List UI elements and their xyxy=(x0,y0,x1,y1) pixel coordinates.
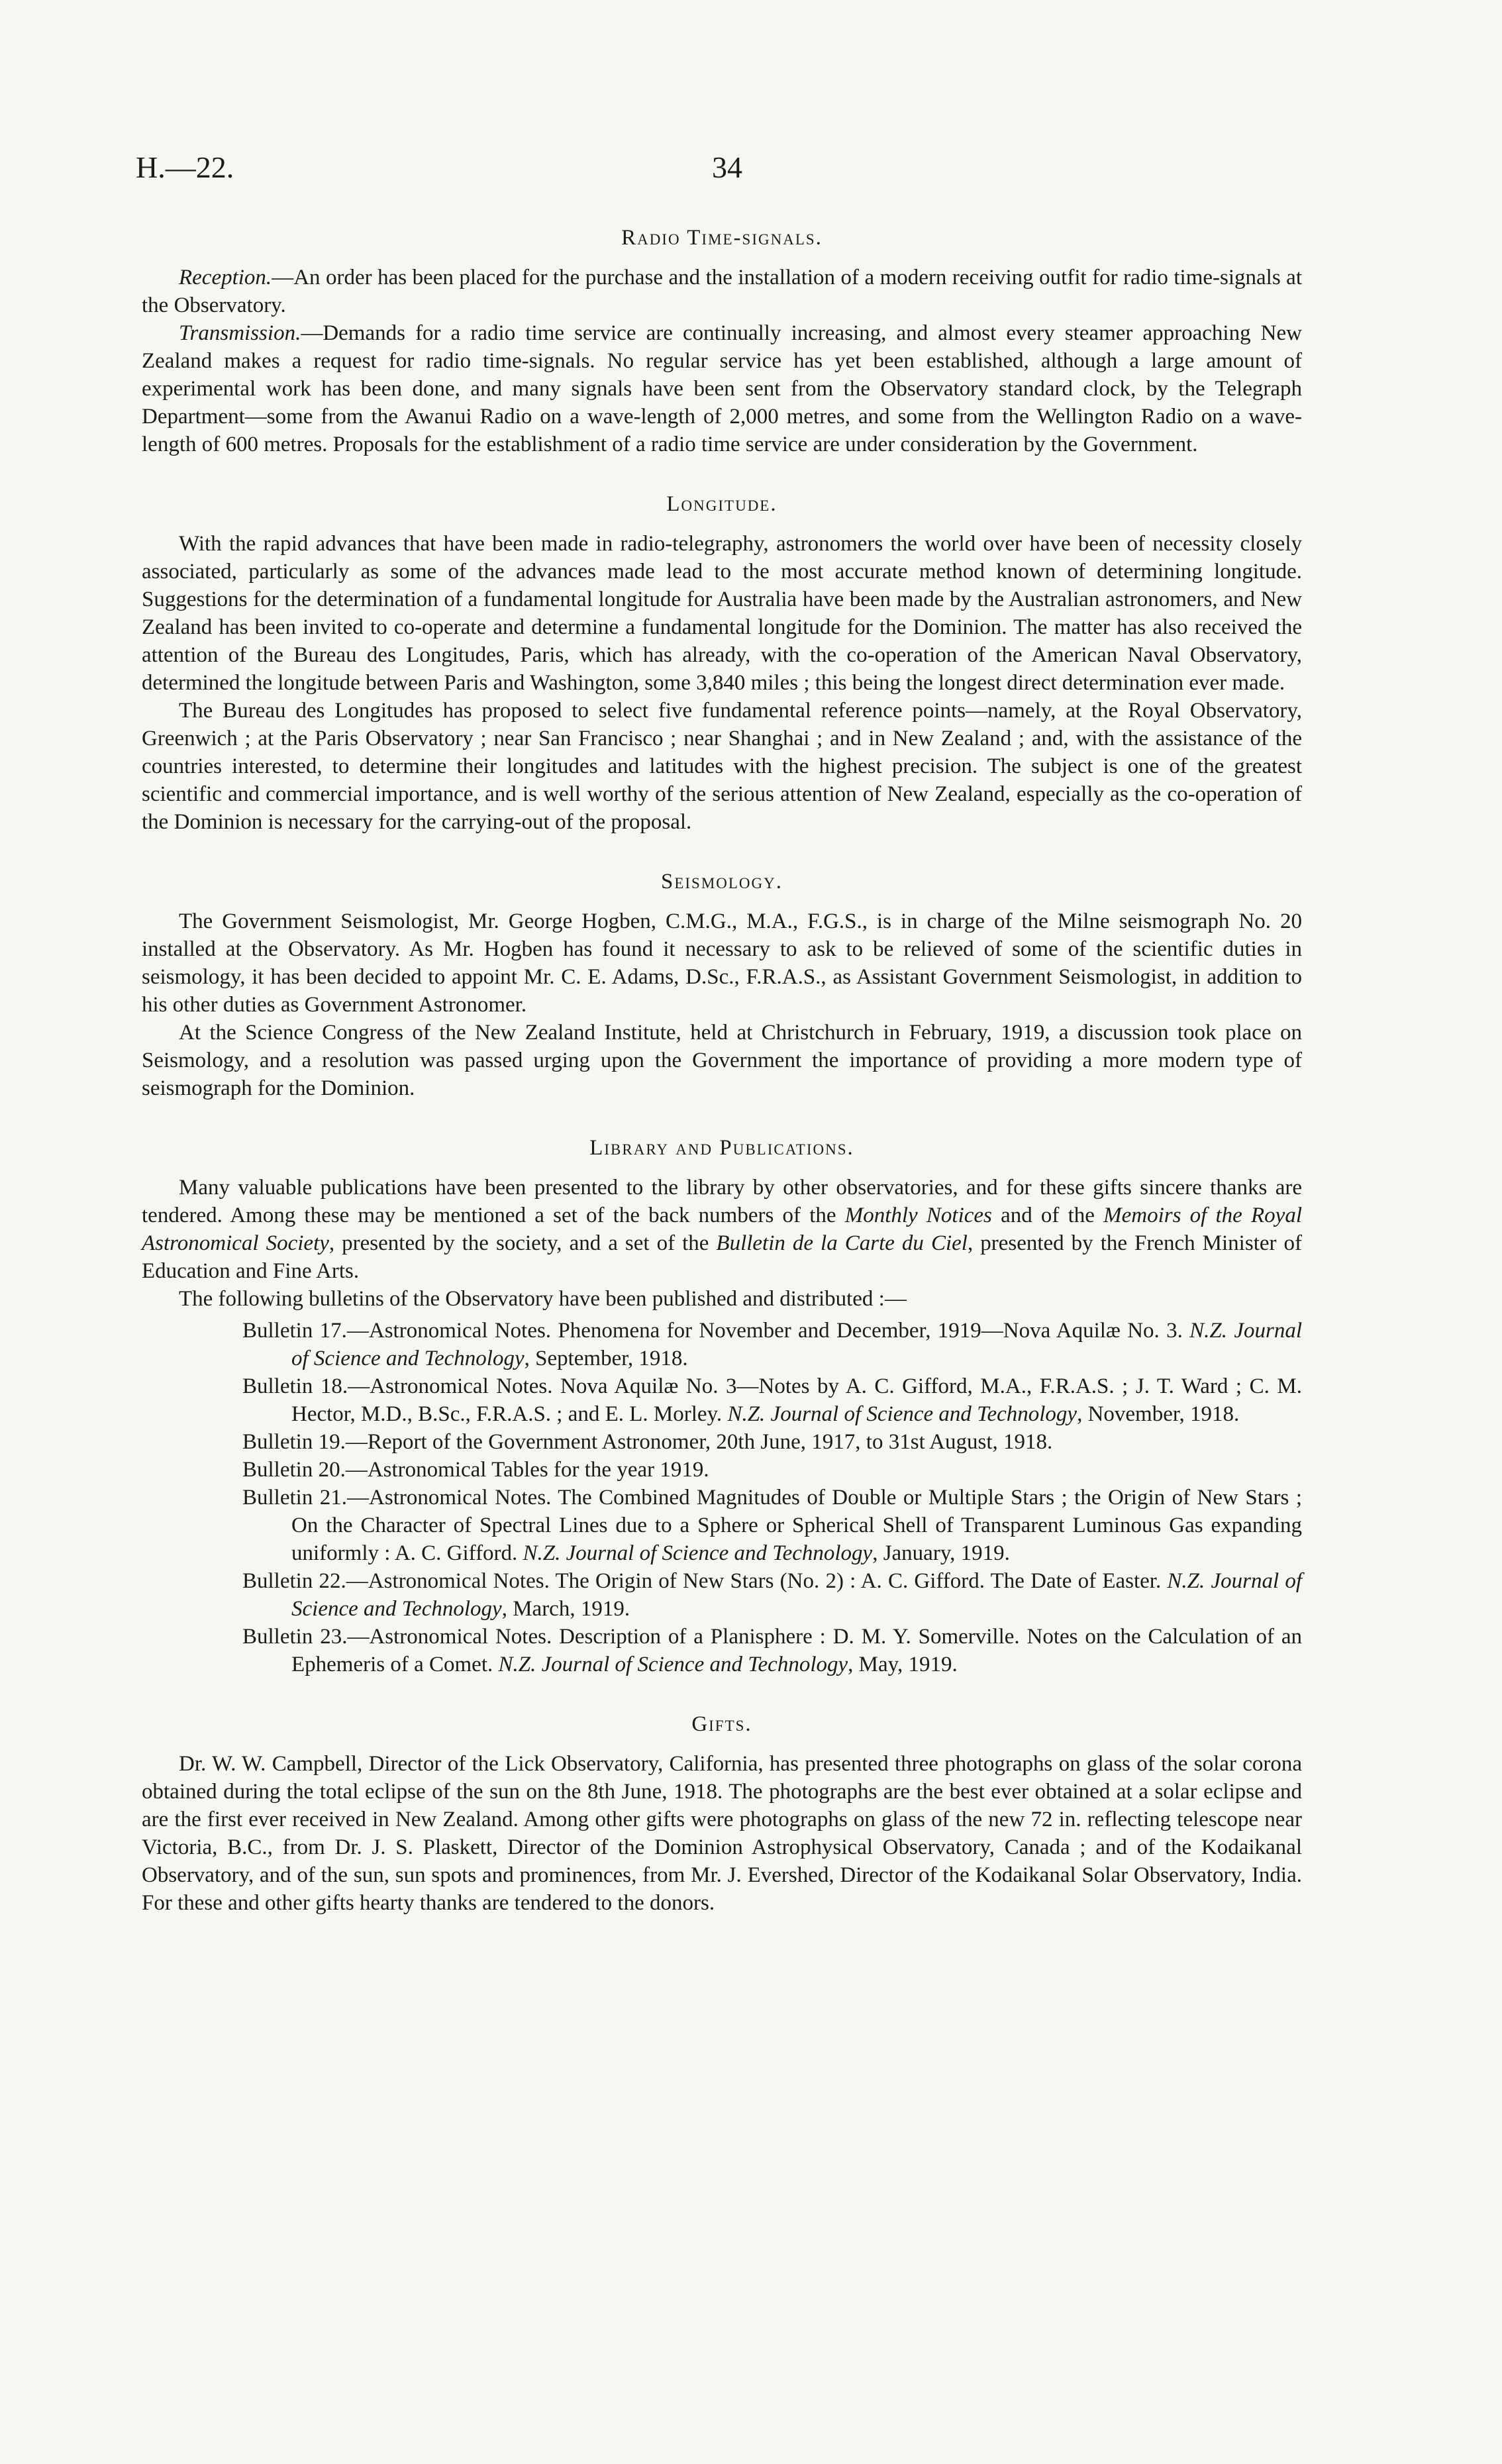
page-number: 34 xyxy=(712,150,742,184)
section-longitude xyxy=(142,490,1302,836)
section-seismology xyxy=(142,868,1302,1102)
run-in-heading: Reception. xyxy=(179,266,272,289)
paper-code: H.—22. xyxy=(136,150,234,184)
section-gifts xyxy=(142,1710,1302,1917)
page-header xyxy=(136,150,1368,196)
paragraph: Many valuable publications have been presented to the library by other observatories, and for these gifts sincere thanks are tendered. Among these may be mentioned a set of the back numbers of the Monthly Notices and of the Memoirs of the Royal Astronomical Society, presented by the society, and a set of the Bulletin de la Carte du Ciel, presented by the French Minister of Education and Fine Arts. xyxy=(142,1176,1303,1283)
page-body xyxy=(142,224,1302,1949)
paragraph: The Government Seismologist, Mr. George Hogben, C.M.G., M.A., F.G.S., is in charge of the Milne seismograph No. 20 installed at the Observatory. As Mr. Hogben has found it necessary to ask to be relieved of some of the scientific duties in seismology, it has been decided to appoint Mr. C. E. Adams, D.Sc., F.R.A.S., as Assistant Government Seismologist, in addition to his other duties as Government Astronomer. xyxy=(142,909,1302,1017)
section-radio-time-signals xyxy=(142,224,1302,458)
paragraph: The Bureau des Longitudes has proposed to select five fundamental reference points—namely, at the Royal Observatory, Greenwich ; at the Paris Observatory ; near San Francisco ; near Shanghai ; and in New Zealand ; and, with the assistance of the countries interested, to determine their longitudes and latitudes with the highest precision. The subject is one of the greatest scientific and commercial importance, and is well worthy of the serious attention of New Zealand, especially as the co-operation of the Dominion is necessary for the carrying-out of the proposal. xyxy=(142,699,1302,834)
paragraph: Reception.—An order has been placed for the purchase and the installation of a modern receiving outfit for radio time-signals at the Observatory. xyxy=(142,266,1302,317)
list-item: Bulletin 21.—Astronomical Notes. The Combined Magnitudes of Double or Multiple Stars ; the Origin of New Stars ; On the Character of Spectral Lines due to a Sphere or Spherical Shell of Transparent Luminous Gas expanding uniformly : A. C. Gifford. N.Z. Journal of Science and Technology, January, 1919. xyxy=(242,1486,1302,1565)
list-item: Bulletin 18.—Astronomical Notes. Nova Aquilæ No. 3—Notes by A. C. Gifford, M.A., F.R.A.S. ; J. T. Ward ; C. M. Hector, M.D., B.Sc., F.R.A.S. ; and E. L. Morley. N.Z. Journal of Science and Technology, November, 1918. xyxy=(242,1374,1302,1426)
section-library-and-publications xyxy=(142,1134,1302,1678)
section-title: Radio Time-signals. xyxy=(621,226,823,250)
paragraph: With the rapid advances that have been made in radio-telegraphy, astronomers the world over have been of necessity closely associated, particularly as some of the advances made lead to the most accurate method known of determining longitude. Suggestions for the determination of a fundamental longitude for Australia have been made by the Australian astronomers, and New Zealand has been invited to co-operate and determine a fundamental longitude for the Dominion. The matter has also received the attention of the Bureau des Longitudes, Paris, which has already, with the co-operation of the American Naval Observatory, determined the longitude between Paris and Washington, some 3,840 miles ; this being the longest direct determination ever made. xyxy=(142,532,1302,695)
run-in-heading: Transmission. xyxy=(179,321,301,345)
bulletin-list xyxy=(142,1317,1302,1678)
section-title: Seismology. xyxy=(660,870,783,894)
paragraph: The following bulletins of the Observatory have been published and distributed :— xyxy=(179,1287,907,1311)
section-title: Gifts. xyxy=(691,1712,752,1736)
paragraph: Transmission.—Demands for a radio time service are continually increasing, and almost every steamer approaching New Zealand makes a request for radio time-signals. No regular service has yet been established, although a large amount of experimental work has been done, and many signals have been sent from the Observatory standard clock, by the Telegraph Department—some from the Awanui Radio on a wave-length of 2,000 metres, and some from the Wellington Radio on a wave-length of 600 metres. Proposals for the establishment of a radio time service are under consideration by the Government. xyxy=(142,321,1302,456)
list-item: Bulletin 22.—Astronomical Notes. The Origin of New Stars (No. 2) : A. C. Gifford. The Date of Easter. N.Z. Journal of Science and Technology, March, 1919. xyxy=(242,1569,1302,1621)
paragraph: At the Science Congress of the New Zealand Institute, held at Christchurch in February, 1919, a discussion took place on Seismology, and a resolution was passed urging upon the Government the importance of providing a more modern type of seismograph for the Dominion. xyxy=(142,1021,1302,1100)
section-title: Longitude. xyxy=(666,492,777,516)
list-item: Bulletin 20.—Astronomical Tables for the year 1919. xyxy=(242,1458,709,1482)
list-item: Bulletin 19.—Report of the Government Astronomer, 20th June, 1917, to 31st August, 1918. xyxy=(242,1430,1053,1454)
list-item: Bulletin 23.—Astronomical Notes. Description of a Planisphere : D. M. Y. Somerville. Notes on the Calculation of an Ephemeris of a Comet. N.Z. Journal of Science and Technology, May, 1919. xyxy=(242,1625,1302,1676)
list-item: Bulletin 17.—Astronomical Notes. Phenomena for November and December, 1919—Nova Aquilæ No. 3. N.Z. Journal of Science and Technology, September, 1918. xyxy=(242,1319,1302,1370)
section-title: Library and Publications. xyxy=(589,1136,854,1160)
paragraph: Dr. W. W. Campbell, Director of the Lick Observatory, California, has presented three photographs on glass of the solar corona obtained during the total eclipse of the sun on the 8th June, 1918. The photographs are the best ever obtained at a solar eclipse and are the first ever received in New Zealand. Among other gifts were photographs on glass of the new 72 in. reflecting telescope near Victoria, B.C., from Dr. J. S. Plaskett, Director of the Dominion Astrophysical Observatory, Canada ; and of the Kodaikanal Observatory, and of the sun, sun spots and prominences, from Mr. J. Evershed, Director of the Kodaikanal Solar Observatory, India. For these and other gifts hearty thanks are tendered to the donors. xyxy=(142,1752,1302,1915)
